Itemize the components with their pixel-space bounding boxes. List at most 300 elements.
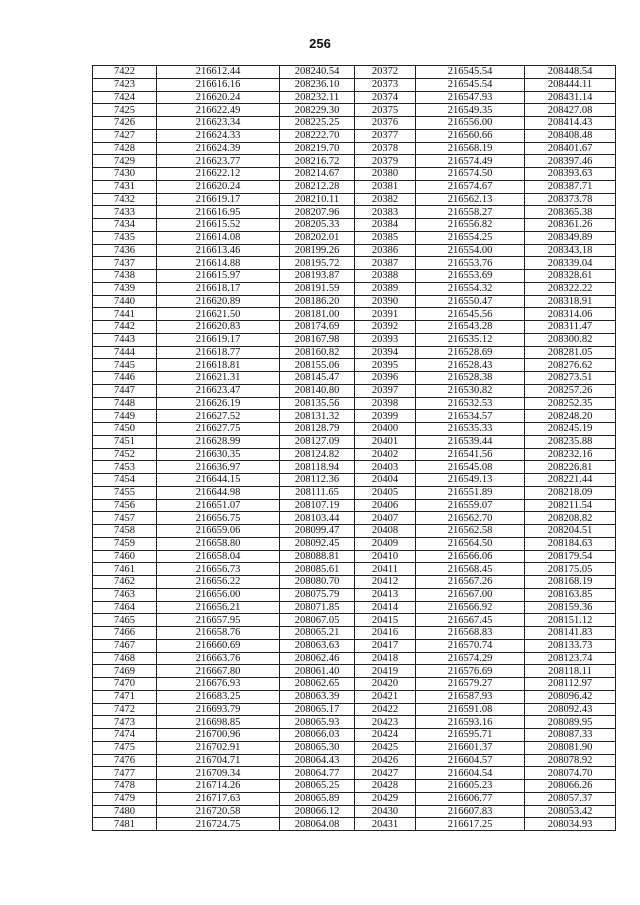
table-cell: 208065.17 bbox=[280, 703, 355, 716]
table-row bbox=[93, 384, 616, 397]
table-cell: 216579.27 bbox=[416, 678, 525, 691]
table-cell: 216535.12 bbox=[416, 333, 525, 346]
table-cell: 208205.33 bbox=[280, 219, 355, 232]
table-row bbox=[93, 525, 616, 538]
table-cell: 216534.57 bbox=[416, 410, 525, 423]
table-cell: 208448.54 bbox=[525, 66, 616, 79]
table-cell: 20422 bbox=[355, 703, 416, 716]
table-cell: 208387.71 bbox=[525, 180, 616, 193]
table-cell: 7454 bbox=[93, 474, 157, 487]
table-cell: 216709.34 bbox=[157, 767, 280, 780]
table-cell: 20392 bbox=[355, 321, 416, 334]
table-cell: 216659.06 bbox=[157, 525, 280, 538]
table-cell: 208099.47 bbox=[280, 525, 355, 538]
table-cell: 7426 bbox=[93, 117, 157, 130]
table-cell: 208168.19 bbox=[525, 576, 616, 589]
table-cell: 208174.69 bbox=[280, 321, 355, 334]
table-cell: 216566.92 bbox=[416, 601, 525, 614]
table-row bbox=[93, 219, 616, 232]
table-cell: 216574.29 bbox=[416, 652, 525, 665]
table-row bbox=[93, 741, 616, 754]
table-cell: 20421 bbox=[355, 690, 416, 703]
table-cell: 7429 bbox=[93, 155, 157, 168]
table-cell: 216574.49 bbox=[416, 155, 525, 168]
table-cell: 208089.95 bbox=[525, 716, 616, 729]
table-cell: 208151.12 bbox=[525, 614, 616, 627]
table-cell: 7466 bbox=[93, 627, 157, 640]
table-cell: 20388 bbox=[355, 270, 416, 283]
table-cell: 216567.26 bbox=[416, 576, 525, 589]
table-cell: 216604.57 bbox=[416, 754, 525, 767]
table-cell: 20404 bbox=[355, 474, 416, 487]
table-cell: 208112.97 bbox=[525, 678, 616, 691]
table-cell: 208207.96 bbox=[280, 206, 355, 219]
table-cell: 216601.37 bbox=[416, 741, 525, 754]
table-cell: 216615.97 bbox=[157, 270, 280, 283]
table-row bbox=[93, 397, 616, 410]
table-cell: 20389 bbox=[355, 282, 416, 295]
table-cell: 7460 bbox=[93, 550, 157, 563]
table-cell: 216593.16 bbox=[416, 716, 525, 729]
table-cell: 20411 bbox=[355, 563, 416, 576]
table-cell: 7455 bbox=[93, 486, 157, 499]
table-row bbox=[93, 308, 616, 321]
table-row bbox=[93, 333, 616, 346]
table-row bbox=[93, 168, 616, 181]
table-cell: 216554.25 bbox=[416, 231, 525, 244]
table-cell: 7440 bbox=[93, 295, 157, 308]
table-row bbox=[93, 410, 616, 423]
table-cell: 208065.21 bbox=[280, 627, 355, 640]
table-cell: 208431.14 bbox=[525, 91, 616, 104]
table-cell: 208163.85 bbox=[525, 588, 616, 601]
table-cell: 7438 bbox=[93, 270, 157, 283]
table-cell: 208444.11 bbox=[525, 78, 616, 91]
table-cell: 216623.34 bbox=[157, 117, 280, 130]
table-cell: 7465 bbox=[93, 614, 157, 627]
table-cell: 20420 bbox=[355, 678, 416, 691]
table-cell: 216562.70 bbox=[416, 512, 525, 525]
table-cell: 208211.54 bbox=[525, 499, 616, 512]
table-cell: 20401 bbox=[355, 435, 416, 448]
page-number: 256 bbox=[309, 36, 331, 51]
table-cell: 208361.26 bbox=[525, 219, 616, 232]
table-cell: 216568.45 bbox=[416, 563, 525, 576]
table-cell: 216618.77 bbox=[157, 346, 280, 359]
table-cell: 7476 bbox=[93, 754, 157, 767]
table-cell: 216545.08 bbox=[416, 461, 525, 474]
table-cell: 20427 bbox=[355, 767, 416, 780]
table-cell: 208235.88 bbox=[525, 435, 616, 448]
table-cell: 208133.73 bbox=[525, 639, 616, 652]
table-cell: 216551.89 bbox=[416, 486, 525, 499]
table-cell: 208066.26 bbox=[525, 780, 616, 793]
table-cell: 216644.15 bbox=[157, 474, 280, 487]
table-cell: 7437 bbox=[93, 257, 157, 270]
table-cell: 216607.83 bbox=[416, 805, 525, 818]
table-cell: 216605.23 bbox=[416, 780, 525, 793]
table-cell: 216658.76 bbox=[157, 627, 280, 640]
table-cell: 216570.74 bbox=[416, 639, 525, 652]
table-cell: 7431 bbox=[93, 180, 157, 193]
table-cell: 20376 bbox=[355, 117, 416, 130]
table-cell: 216568.83 bbox=[416, 627, 525, 640]
table-cell: 208057.37 bbox=[525, 792, 616, 805]
table-cell: 7427 bbox=[93, 129, 157, 142]
table-cell: 216568.19 bbox=[416, 142, 525, 155]
table-cell: 208062.65 bbox=[280, 678, 355, 691]
table-cell: 20414 bbox=[355, 601, 416, 614]
table-cell: 208088.81 bbox=[280, 550, 355, 563]
table-row bbox=[93, 652, 616, 665]
table-cell: 216556.00 bbox=[416, 117, 525, 130]
table-cell: 7443 bbox=[93, 333, 157, 346]
table-row bbox=[93, 321, 616, 334]
table-cell: 216619.17 bbox=[157, 333, 280, 346]
table-row bbox=[93, 129, 616, 142]
table-cell: 208061.40 bbox=[280, 665, 355, 678]
table-cell: 20394 bbox=[355, 346, 416, 359]
table-cell: 208118.94 bbox=[280, 461, 355, 474]
table-cell: 208167.98 bbox=[280, 333, 355, 346]
table-cell: 216530.82 bbox=[416, 384, 525, 397]
table-cell: 208067.05 bbox=[280, 614, 355, 627]
table-cell: 7471 bbox=[93, 690, 157, 703]
table-cell: 208232.11 bbox=[280, 91, 355, 104]
table-cell: 7433 bbox=[93, 206, 157, 219]
table-cell: 208103.44 bbox=[280, 512, 355, 525]
table-cell: 216702.91 bbox=[157, 741, 280, 754]
table-cell: 7449 bbox=[93, 410, 157, 423]
table-row bbox=[93, 537, 616, 550]
table-cell: 216556.82 bbox=[416, 219, 525, 232]
table-cell: 208179.54 bbox=[525, 550, 616, 563]
table-cell: 216614.88 bbox=[157, 257, 280, 270]
table-cell: 7441 bbox=[93, 308, 157, 321]
table-cell: 20382 bbox=[355, 193, 416, 206]
table-cell: 7464 bbox=[93, 601, 157, 614]
table-row bbox=[93, 729, 616, 742]
table-cell: 208175.05 bbox=[525, 563, 616, 576]
table-cell: 216574.67 bbox=[416, 180, 525, 193]
table-cell: 208066.12 bbox=[280, 805, 355, 818]
table-cell: 20372 bbox=[355, 66, 416, 79]
table-cell: 20410 bbox=[355, 550, 416, 563]
table-cell: 208096.42 bbox=[525, 690, 616, 703]
table-cell: 208064.08 bbox=[280, 818, 355, 831]
table-cell: 208408.48 bbox=[525, 129, 616, 142]
table-row bbox=[93, 512, 616, 525]
table-cell: 7425 bbox=[93, 104, 157, 117]
table-cell: 216547.93 bbox=[416, 91, 525, 104]
table-cell: 208225.25 bbox=[280, 117, 355, 130]
table-cell: 208248.20 bbox=[525, 410, 616, 423]
table-cell: 216700.96 bbox=[157, 729, 280, 742]
table-cell: 216620.24 bbox=[157, 180, 280, 193]
table-cell: 216657.95 bbox=[157, 614, 280, 627]
table-cell: 216656.75 bbox=[157, 512, 280, 525]
table-row bbox=[93, 576, 616, 589]
table-row bbox=[93, 193, 616, 206]
table-cell: 7457 bbox=[93, 512, 157, 525]
table-cell: 208160.82 bbox=[280, 346, 355, 359]
table-cell: 208064.77 bbox=[280, 767, 355, 780]
table-cell: 208328.61 bbox=[525, 270, 616, 283]
table-cell: 208195.72 bbox=[280, 257, 355, 270]
table-cell: 216612.44 bbox=[157, 66, 280, 79]
table-cell: 20417 bbox=[355, 639, 416, 652]
table-cell: 208318.91 bbox=[525, 295, 616, 308]
table-cell: 216567.45 bbox=[416, 614, 525, 627]
table-cell: 208365.38 bbox=[525, 206, 616, 219]
table-cell: 208300.82 bbox=[525, 333, 616, 346]
table-cell: 216560.66 bbox=[416, 129, 525, 142]
table-cell: 20403 bbox=[355, 461, 416, 474]
table-cell: 7468 bbox=[93, 652, 157, 665]
table-cell: 20408 bbox=[355, 525, 416, 538]
table-cell: 216554.00 bbox=[416, 244, 525, 257]
table-cell: 7474 bbox=[93, 729, 157, 742]
table-row bbox=[93, 206, 616, 219]
table-cell: 208191.59 bbox=[280, 282, 355, 295]
table-cell: 216528.43 bbox=[416, 359, 525, 372]
table-cell: 208311.47 bbox=[525, 321, 616, 334]
table-row bbox=[93, 295, 616, 308]
table-cell: 20397 bbox=[355, 384, 416, 397]
table-cell: 208236.10 bbox=[280, 78, 355, 91]
table-row bbox=[93, 423, 616, 436]
table-cell: 208314.06 bbox=[525, 308, 616, 321]
table-cell: 216717.63 bbox=[157, 792, 280, 805]
table-cell: 216620.89 bbox=[157, 295, 280, 308]
table-cell: 20387 bbox=[355, 257, 416, 270]
table-row bbox=[93, 66, 616, 79]
table-cell: 208140.80 bbox=[280, 384, 355, 397]
table-cell: 7430 bbox=[93, 168, 157, 181]
table-cell: 208128.79 bbox=[280, 423, 355, 436]
table-cell: 20396 bbox=[355, 372, 416, 385]
table-cell: 208071.85 bbox=[280, 601, 355, 614]
table-row bbox=[93, 142, 616, 155]
table-cell: 216660.69 bbox=[157, 639, 280, 652]
table-cell: 216627.75 bbox=[157, 423, 280, 436]
table-cell: 216591.08 bbox=[416, 703, 525, 716]
table-cell: 208066.03 bbox=[280, 729, 355, 742]
table-cell: 216663.76 bbox=[157, 652, 280, 665]
table-cell: 216553.69 bbox=[416, 270, 525, 283]
table-row bbox=[93, 270, 616, 283]
table-row bbox=[93, 550, 616, 563]
table-cell: 216720.58 bbox=[157, 805, 280, 818]
table-cell: 216574.50 bbox=[416, 168, 525, 181]
table-row bbox=[93, 257, 616, 270]
table-row bbox=[93, 78, 616, 91]
table-cell: 216549.35 bbox=[416, 104, 525, 117]
table-cell: 7461 bbox=[93, 563, 157, 576]
table-cell: 208349.89 bbox=[525, 231, 616, 244]
table-cell: 20378 bbox=[355, 142, 416, 155]
table-cell: 216539.44 bbox=[416, 435, 525, 448]
coordinates-table bbox=[92, 65, 616, 831]
table-cell: 216698.85 bbox=[157, 716, 280, 729]
table-cell: 208080.70 bbox=[280, 576, 355, 589]
table-cell: 208184.63 bbox=[525, 537, 616, 550]
table-row bbox=[93, 818, 616, 831]
table-cell: 216614.08 bbox=[157, 231, 280, 244]
table-cell: 216658.04 bbox=[157, 550, 280, 563]
table-cell: 20413 bbox=[355, 588, 416, 601]
table-cell: 7439 bbox=[93, 282, 157, 295]
table-cell: 7470 bbox=[93, 678, 157, 691]
table-cell: 216558.27 bbox=[416, 206, 525, 219]
table-cell: 208075.79 bbox=[280, 588, 355, 601]
table-cell: 216604.54 bbox=[416, 767, 525, 780]
table-row bbox=[93, 180, 616, 193]
table-cell: 208063.39 bbox=[280, 690, 355, 703]
table-cell: 216541.56 bbox=[416, 448, 525, 461]
table-row bbox=[93, 117, 616, 130]
table-cell: 7445 bbox=[93, 359, 157, 372]
table-cell: 208322.22 bbox=[525, 282, 616, 295]
table-cell: 216606.77 bbox=[416, 792, 525, 805]
table-row bbox=[93, 665, 616, 678]
table-cell: 216623.77 bbox=[157, 155, 280, 168]
table-cell: 208343.18 bbox=[525, 244, 616, 257]
table-cell: 208252.35 bbox=[525, 397, 616, 410]
table-row bbox=[93, 155, 616, 168]
table-cell: 20409 bbox=[355, 537, 416, 550]
table-cell: 216724.75 bbox=[157, 818, 280, 831]
table-cell: 208216.72 bbox=[280, 155, 355, 168]
table-cell: 216656.22 bbox=[157, 576, 280, 589]
table-row bbox=[93, 461, 616, 474]
table-cell: 208087.33 bbox=[525, 729, 616, 742]
table-cell: 7453 bbox=[93, 461, 157, 474]
table-cell: 216627.52 bbox=[157, 410, 280, 423]
table-cell: 208199.26 bbox=[280, 244, 355, 257]
table-cell: 216623.47 bbox=[157, 384, 280, 397]
table-row bbox=[93, 359, 616, 372]
table-cell: 208118.11 bbox=[525, 665, 616, 678]
table-cell: 208085.61 bbox=[280, 563, 355, 576]
table-cell: 208226.81 bbox=[525, 461, 616, 474]
table-cell: 216576.69 bbox=[416, 665, 525, 678]
table-row bbox=[93, 678, 616, 691]
table-cell: 208229.30 bbox=[280, 104, 355, 117]
table-cell: 20405 bbox=[355, 486, 416, 499]
table-cell: 20415 bbox=[355, 614, 416, 627]
table-cell: 216676.93 bbox=[157, 678, 280, 691]
table-cell: 20430 bbox=[355, 805, 416, 818]
table-cell: 208081.90 bbox=[525, 741, 616, 754]
table-cell: 208276.62 bbox=[525, 359, 616, 372]
table-cell: 208131.32 bbox=[280, 410, 355, 423]
table-cell: 216619.17 bbox=[157, 193, 280, 206]
table-cell: 208221.44 bbox=[525, 474, 616, 487]
table-cell: 208427.08 bbox=[525, 104, 616, 117]
table-cell: 20407 bbox=[355, 512, 416, 525]
table-cell: 208414.43 bbox=[525, 117, 616, 130]
table-cell: 208273.51 bbox=[525, 372, 616, 385]
table-cell: 208065.30 bbox=[280, 741, 355, 754]
table-cell: 208078.92 bbox=[525, 754, 616, 767]
table-row bbox=[93, 792, 616, 805]
table-cell: 7451 bbox=[93, 435, 157, 448]
table-cell: 7479 bbox=[93, 792, 157, 805]
table-cell: 20423 bbox=[355, 716, 416, 729]
table-cell: 208065.93 bbox=[280, 716, 355, 729]
table-cell: 216621.31 bbox=[157, 372, 280, 385]
table-cell: 216545.56 bbox=[416, 308, 525, 321]
table-cell: 208193.87 bbox=[280, 270, 355, 283]
table-row bbox=[93, 588, 616, 601]
table-row bbox=[93, 244, 616, 257]
table-cell: 20375 bbox=[355, 104, 416, 117]
table-cell: 208123.74 bbox=[525, 652, 616, 665]
table-row bbox=[93, 231, 616, 244]
table-cell: 208204.51 bbox=[525, 525, 616, 538]
table-cell: 208065.89 bbox=[280, 792, 355, 805]
table-cell: 20429 bbox=[355, 792, 416, 805]
table-cell: 7448 bbox=[93, 397, 157, 410]
table-cell: 20399 bbox=[355, 410, 416, 423]
table-cell: 216622.49 bbox=[157, 104, 280, 117]
table-cell: 216714.26 bbox=[157, 780, 280, 793]
table-cell: 208401.67 bbox=[525, 142, 616, 155]
table-cell: 208034.93 bbox=[525, 818, 616, 831]
table-cell: 216616.95 bbox=[157, 206, 280, 219]
table-cell: 20416 bbox=[355, 627, 416, 640]
table-cell: 216618.81 bbox=[157, 359, 280, 372]
table-cell: 216615.52 bbox=[157, 219, 280, 232]
table-cell: 7473 bbox=[93, 716, 157, 729]
table-cell: 216622.12 bbox=[157, 168, 280, 181]
table-cell: 20393 bbox=[355, 333, 416, 346]
table-cell: 216667.80 bbox=[157, 665, 280, 678]
table-cell: 20395 bbox=[355, 359, 416, 372]
table-row bbox=[93, 104, 616, 117]
table-cell: 20390 bbox=[355, 295, 416, 308]
table-cell: 7463 bbox=[93, 588, 157, 601]
table-cell: 20406 bbox=[355, 499, 416, 512]
table-row bbox=[93, 486, 616, 499]
table-row bbox=[93, 474, 616, 487]
table-cell: 7475 bbox=[93, 741, 157, 754]
table-cell: 208141.83 bbox=[525, 627, 616, 640]
table-row bbox=[93, 639, 616, 652]
table-cell: 7428 bbox=[93, 142, 157, 155]
table-cell: 208107.19 bbox=[280, 499, 355, 512]
table-row bbox=[93, 282, 616, 295]
table-cell: 208281.05 bbox=[525, 346, 616, 359]
table-cell: 216656.00 bbox=[157, 588, 280, 601]
table-cell: 208092.45 bbox=[280, 537, 355, 550]
table-cell: 208397.46 bbox=[525, 155, 616, 168]
table-cell: 20379 bbox=[355, 155, 416, 168]
table-cell: 208373.78 bbox=[525, 193, 616, 206]
table-cell: 7467 bbox=[93, 639, 157, 652]
table-cell: 216562.58 bbox=[416, 525, 525, 538]
table-cell: 7447 bbox=[93, 384, 157, 397]
table-cell: 216704.71 bbox=[157, 754, 280, 767]
table-cell: 216620.24 bbox=[157, 91, 280, 104]
table-cell: 20381 bbox=[355, 180, 416, 193]
table-cell: 208074.70 bbox=[525, 767, 616, 780]
table-cell: 20386 bbox=[355, 244, 416, 257]
table-cell: 7452 bbox=[93, 448, 157, 461]
table-cell: 20424 bbox=[355, 729, 416, 742]
table-cell: 216587.93 bbox=[416, 690, 525, 703]
